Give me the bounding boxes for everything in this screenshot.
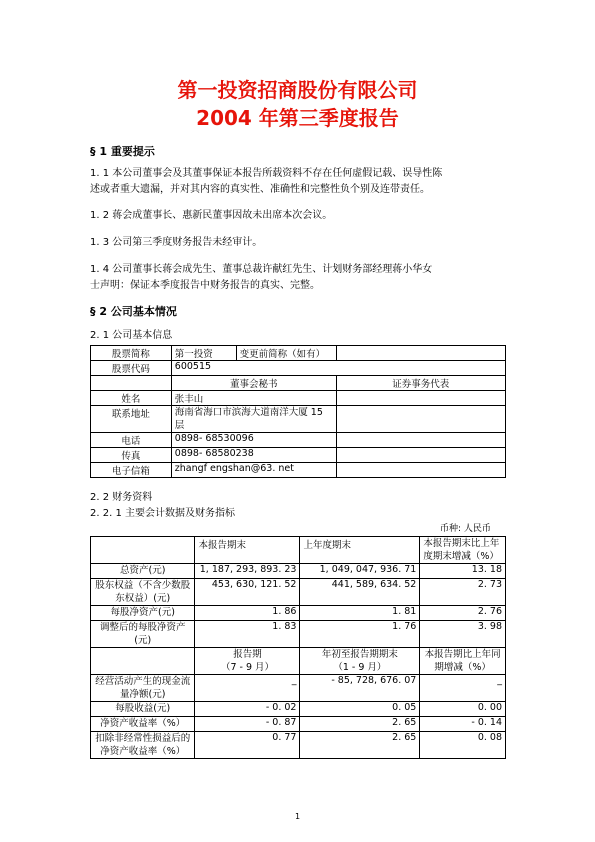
cell-value: - 0. 02: [195, 702, 300, 717]
phone-value: 0898- 68530096: [171, 433, 336, 448]
table-row: [91, 717, 506, 732]
header-change: 本报告期末比上年度期末增减（%）: [420, 537, 506, 564]
row-label: 每股净资产(元): [91, 606, 195, 621]
cell-value: - 0. 14: [420, 717, 506, 732]
table-row: [91, 648, 506, 675]
table-row: [91, 346, 506, 361]
section-2-heading: § 2 公司基本情况: [90, 305, 177, 318]
cell-value: 1. 81: [300, 606, 420, 621]
stock-code-value: 600515: [171, 361, 505, 376]
table-row: [91, 732, 506, 759]
table-row: [91, 579, 506, 606]
cell-value: 1, 049, 047, 936. 71: [300, 564, 420, 579]
cell-value: - 85, 728, 676. 07: [300, 675, 420, 702]
subsection-2-2-1: 2. 2. 1 主要会计数据及财务指标: [90, 508, 235, 519]
name-value: 张丰山: [171, 391, 336, 406]
cell-value: 3. 98: [420, 621, 506, 648]
cell-value: 453, 630, 121. 52: [195, 579, 300, 606]
table-row: [91, 391, 506, 406]
former-name-label: 变更前简称（如有）: [236, 346, 336, 361]
notice-1-4: 1. 4 公司董事长蒋会成先生、董事总裁许献红先生、计划财务部经理蒋小华女 士声明：保证本季度报告中财务报告的真实、完整。: [90, 264, 433, 291]
cell-value: 0. 00: [420, 702, 506, 717]
header-yoy-change: 本报告期比上年同期增减（%）: [420, 648, 506, 675]
header-ytd: 年初至报告期期末 （1 - 9 月）: [300, 648, 420, 675]
fax-value: 0898- 68580238: [171, 448, 336, 463]
row-label: 总资产(元): [91, 564, 195, 579]
notice-1-3: 1. 3 公司第三季度财务报告未经审计。: [90, 237, 263, 248]
cell-value: 2. 76: [420, 606, 506, 621]
table-row: [91, 702, 506, 717]
board-secretary-header: 董事会秘书: [171, 376, 336, 391]
row-label: 净资产收益率（%）: [91, 717, 195, 732]
report-title: 2004 年第三季度报告: [196, 106, 399, 130]
cell-value: 2. 65: [300, 732, 420, 759]
table-row: [91, 376, 506, 391]
empty-cell: [91, 376, 172, 391]
cell-value: _: [195, 675, 300, 702]
cell-value: 441, 589, 634. 52: [300, 579, 420, 606]
subsection-2-1: 2. 1 公司基本信息: [90, 330, 173, 341]
cell-value: 0. 08: [420, 732, 506, 759]
rep-name-value: [336, 391, 505, 406]
name-label: 姓名: [91, 391, 172, 406]
address-label: 联系地址: [91, 406, 172, 433]
table-row: [91, 463, 506, 478]
empty-cell: [91, 537, 195, 564]
rep-phone-value: [336, 433, 505, 448]
cell-value: 13. 18: [420, 564, 506, 579]
empty-cell: [91, 648, 195, 675]
email-value: zhangf engshan@63. net: [171, 463, 336, 478]
cell-value: - 0. 87: [195, 717, 300, 732]
cell-value: 1. 83: [195, 621, 300, 648]
notice-1-2: 1. 2 蒋会成董事长、惠新民董事因故未出席本次会议。: [90, 210, 333, 221]
securities-rep-header: 证券事务代表: [336, 376, 505, 391]
rep-address-value: [336, 406, 505, 433]
table-row: [91, 537, 506, 564]
table-row: [91, 606, 506, 621]
row-label: 每股收益(元): [91, 702, 195, 717]
row-label: 股东权益（不含少数股东权益）(元): [91, 579, 195, 606]
row-label: 扣除非经常性损益后的净资产收益率（%）: [91, 732, 195, 759]
rep-fax-value: [336, 448, 505, 463]
address-value: 海南省海口市滨海大道南洋大厦 15 层: [171, 406, 336, 433]
cell-value: 2. 65: [300, 717, 420, 732]
table-row: [91, 433, 506, 448]
currency-note: 币种: 人民币: [440, 524, 491, 534]
cell-value: 0. 77: [195, 732, 300, 759]
header-quarter: 报告期 （7 - 9 月）: [195, 648, 300, 675]
table-row: [91, 564, 506, 579]
cell-value: _: [420, 675, 506, 702]
financial-table: [90, 536, 506, 759]
cell-value: 1. 86: [195, 606, 300, 621]
table-row: [91, 675, 506, 702]
cell-value: 0. 05: [300, 702, 420, 717]
table-row: [91, 448, 506, 463]
phone-label: 电话: [91, 433, 172, 448]
row-label: 经营活动产生的现金流量净额(元): [91, 675, 195, 702]
company-title: 第一投资招商股份有限公司: [177, 78, 418, 102]
section-1-heading: § 1 重要提示: [90, 145, 155, 158]
header-period-end: 本报告期末: [195, 537, 300, 564]
fax-label: 传真: [91, 448, 172, 463]
row-label: 调整后的每股净资产(元): [91, 621, 195, 648]
cell-value: 1. 76: [300, 621, 420, 648]
table-row: [91, 361, 506, 376]
cell-value: 2. 73: [420, 579, 506, 606]
cell-value: 1, 187, 293, 893. 23: [195, 564, 300, 579]
header-prior-year-end: 上年度期末: [300, 537, 420, 564]
table-row: [91, 621, 506, 648]
subsection-2-2: 2. 2 财务资料: [90, 492, 153, 503]
rep-email-value: [336, 463, 505, 478]
email-label: 电子信箱: [91, 463, 172, 478]
stock-code-label: 股票代码: [91, 361, 172, 376]
notice-1-1: 1. 1 本公司董事会及其董事保证本报告所载资料不存在任何虚假记载、误导性陈 述或者重大遗漏，并对其内容的真实性、准确性和完整性负个别及连带责任。: [90, 168, 443, 195]
short-name-value: 第一投资: [171, 346, 236, 361]
company-info-table: [90, 345, 506, 478]
former-name-value: [336, 346, 505, 361]
table-row: [91, 406, 506, 433]
short-name-label: 股票简称: [91, 346, 172, 361]
page-number: 1: [295, 812, 301, 821]
